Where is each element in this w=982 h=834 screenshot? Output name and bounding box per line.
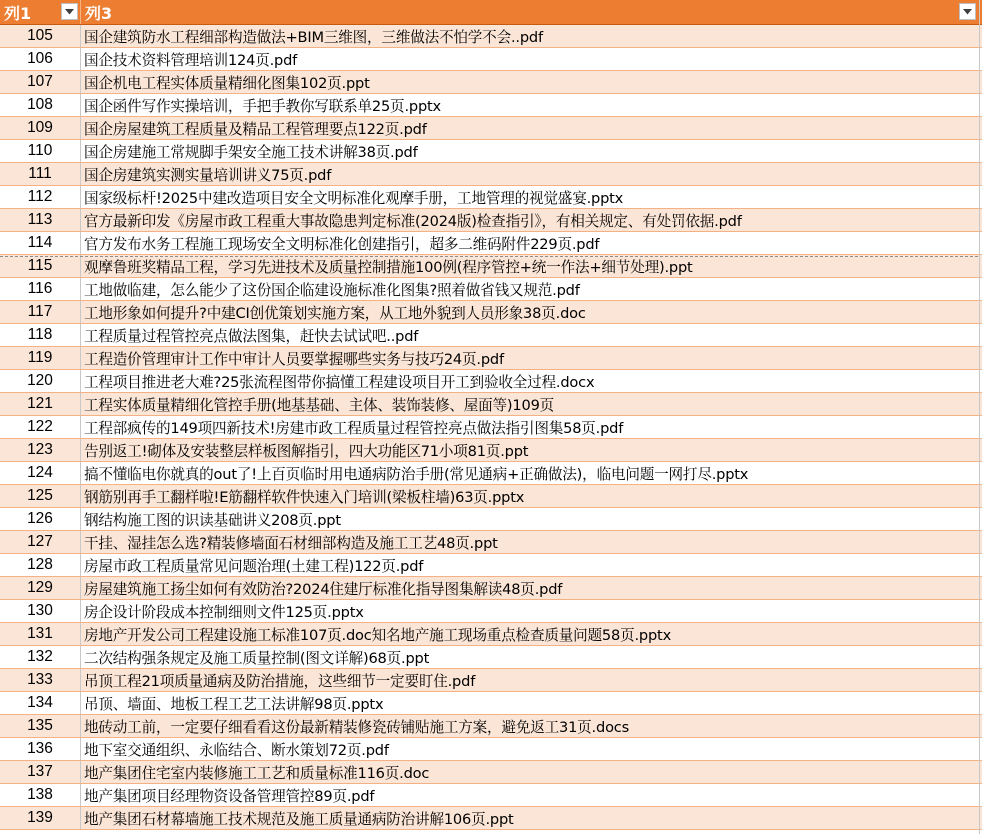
file-name-cell[interactable]: 国企房建施工常规脚手架安全施工技术讲解38页.pdf <box>84 143 418 161</box>
row-number-cell[interactable]: 126 <box>0 508 81 530</box>
file-name-cell[interactable]: 国企函件写作实操培训，手把手教你写联系单25页.pptx <box>84 97 441 115</box>
file-name-cell[interactable]: 国企技术资料管理培训124页.pdf <box>84 51 298 69</box>
row-number-cell[interactable]: 111 <box>0 163 81 185</box>
table-row[interactable] <box>0 761 982 784</box>
table-row[interactable] <box>0 140 982 163</box>
row-number-cell[interactable]: 124 <box>0 462 81 484</box>
table-row[interactable] <box>0 301 982 324</box>
table-row[interactable] <box>0 324 982 347</box>
row-number-cell[interactable]: 129 <box>0 577 81 599</box>
row-number-cell[interactable]: 112 <box>0 186 81 208</box>
file-name-cell[interactable]: 国企房屋建筑工程质量及精品工程管理要点122页.pdf <box>84 120 427 138</box>
table-row[interactable] <box>0 600 982 623</box>
table-row[interactable] <box>0 669 982 692</box>
row-number-cell[interactable]: 115 <box>0 255 81 277</box>
page-break-line <box>0 256 978 257</box>
table-row[interactable] <box>0 71 982 94</box>
table-row[interactable] <box>0 163 982 186</box>
file-name-cell[interactable]: 地下室交通组织、永临结合、断水策划72页.pdf <box>84 741 389 759</box>
row-number-cell[interactable]: 134 <box>0 692 81 714</box>
file-name-cell[interactable]: 吊顶、墙面、地板工程工艺工法讲解98页.pptx <box>84 695 384 713</box>
table-row[interactable] <box>0 48 982 71</box>
row-number-cell[interactable]: 109 <box>0 117 81 139</box>
row-number-cell[interactable]: 116 <box>0 278 81 300</box>
table-row[interactable] <box>0 531 982 554</box>
table-row[interactable] <box>0 485 982 508</box>
column-header-col1[interactable] <box>0 0 81 24</box>
table-row[interactable] <box>0 117 982 140</box>
row-number-cell[interactable]: 139 <box>0 807 81 829</box>
row-number-cell[interactable]: 107 <box>0 71 81 93</box>
file-name-cell[interactable]: 国企机电工程实体质量精细化图集102页.ppt <box>84 74 370 92</box>
row-number-cell[interactable]: 117 <box>0 301 81 323</box>
file-name-cell[interactable]: 地产集团住宅室内装修施工工艺和质量标准116页.doc <box>84 764 430 782</box>
file-name-cell[interactable]: 工地做临建，怎么能少了这份国企临建设施标准化图集?照着做省钱又规范.pdf <box>84 281 580 299</box>
row-number-cell[interactable]: 110 <box>0 140 81 162</box>
file-name-cell[interactable]: 地产集团项目经理物资设备管理管控89页.pdf <box>84 787 375 805</box>
column-header-col1-label: 列1 <box>4 3 32 23</box>
column-header-col3[interactable] <box>81 0 978 24</box>
table-row[interactable] <box>0 508 982 531</box>
table-row[interactable] <box>0 25 982 48</box>
file-name-cell[interactable]: 官方最新印发《房屋市政工程重大事故隐患判定标准(2024版)检查指引》，有相关规定、有处罚依据.pdf <box>84 212 742 230</box>
file-name-cell[interactable]: 工地形象如何提升?中建CI创优策划实施方案，从工地外貌到人员形象38页.doc <box>84 304 586 322</box>
row-number-cell[interactable]: 114 <box>0 232 81 254</box>
row-number-cell[interactable]: 132 <box>0 646 81 668</box>
file-name-cell[interactable]: 国企房建筑实测实量培训讲义75页.pdf <box>84 166 332 184</box>
table-row[interactable] <box>0 186 982 209</box>
file-name-cell[interactable]: 工程质量过程管控亮点做法图集，赶快去试试吧..pdf <box>84 327 419 345</box>
file-name-cell[interactable]: 国家级标杆!2025中建改造项目安全文明标准化观摩手册，工地管理的视觉盛宴.pptx <box>84 189 624 207</box>
file-name-cell[interactable]: 房地产开发公司工程建设施工标准107页.doc知名地产施工现场重点检查质量问题58页.pptx <box>84 626 672 644</box>
table-row[interactable] <box>0 715 982 738</box>
file-name-cell[interactable]: 二次结构强条规定及施工质量控制(图文详解)68页.ppt <box>84 649 430 667</box>
table-header-row <box>0 0 982 25</box>
file-name-cell[interactable]: 房屋建筑施工扬尘如何有效防治?2024住建厅标准化指导图集解读48页.pdf <box>84 580 563 598</box>
file-name-cell[interactable]: 工程实体质量精细化管控手册(地基基础、主体、装饰装修、屋面等)109页 <box>84 396 555 414</box>
table-row[interactable] <box>0 623 982 646</box>
row-number-cell[interactable]: 128 <box>0 554 81 576</box>
row-number-cell[interactable]: 119 <box>0 347 81 369</box>
file-name-cell[interactable]: 观摩鲁班奖精品工程，学习先进技术及质量控制措施100例(程序管控+统一作法+细节处理).ppt <box>84 258 693 276</box>
row-number-cell[interactable]: 123 <box>0 439 81 461</box>
dropdown-arrow-icon <box>963 9 972 15</box>
row-number-cell[interactable]: 106 <box>0 48 81 70</box>
table-row[interactable] <box>0 462 982 485</box>
file-name-cell[interactable]: 干挂、湿挂怎么选?精装修墙面石材细部构造及施工工艺48页.ppt <box>84 534 498 552</box>
table-row[interactable] <box>0 784 982 807</box>
row-number-cell[interactable]: 131 <box>0 623 81 645</box>
column-header-col3-label: 列3 <box>85 3 113 23</box>
file-name-cell[interactable]: 搞不懂临电你就真的out了!上百页临时用电通病防治手册(常见通病+正确做法)，临电问题一网打尽.pptx <box>84 465 749 483</box>
file-name-cell[interactable]: 钢结构施工图的识读基础讲义208页.ppt <box>84 511 341 529</box>
row-number-cell[interactable]: 135 <box>0 715 81 737</box>
table-row[interactable] <box>0 439 982 462</box>
filter-dropdown-button-col1[interactable] <box>61 3 78 20</box>
table-row[interactable] <box>0 393 982 416</box>
file-name-cell[interactable]: 地产集团石材幕墙施工技术规范及施工质量通病防治讲解106页.ppt <box>84 810 514 828</box>
file-name-cell[interactable]: 官方发布水务工程施工现场安全文明标准化创建指引，超多二维码附件229页.pdf <box>84 235 600 253</box>
row-number-cell[interactable]: 108 <box>0 94 81 116</box>
table-row[interactable] <box>0 807 982 830</box>
table-row[interactable] <box>0 255 982 278</box>
row-number-cell[interactable]: 120 <box>0 370 81 392</box>
file-name-cell[interactable]: 房企设计阶段成本控制细则文件125页.pptx <box>84 603 364 621</box>
table-row[interactable] <box>0 416 982 439</box>
dropdown-arrow-icon <box>65 9 74 15</box>
row-number-cell[interactable]: 127 <box>0 531 81 553</box>
file-name-cell[interactable]: 工程造价管理审计工作中审计人员要掌握哪些实务与技巧24页.pdf <box>84 350 504 368</box>
row-number-cell[interactable]: 130 <box>0 600 81 622</box>
row-number-cell[interactable]: 133 <box>0 669 81 691</box>
table-row[interactable] <box>0 646 982 669</box>
table-row[interactable] <box>0 738 982 761</box>
file-name-cell[interactable]: 钢筋别再手工翻样啦!E筋翻样软件快速入门培训(梁板柱墙)63页.pptx <box>84 488 525 506</box>
filter-dropdown-button-col3[interactable] <box>959 3 976 20</box>
file-name-cell[interactable]: 房屋市政工程质量常见问题治理(土建工程)122页.pdf <box>84 557 424 575</box>
row-number-cell[interactable]: 138 <box>0 784 81 806</box>
file-name-cell[interactable]: 国企建筑防水工程细部构造做法+BIM三维图，三维做法不怕学不会..pdf <box>84 28 543 46</box>
file-name-cell[interactable]: 工程部疯传的149项四新技术!房建市政工程质量过程管控亮点做法指引图集58页.pdf <box>84 419 624 437</box>
table-row[interactable] <box>0 209 982 232</box>
table-row[interactable] <box>0 347 982 370</box>
row-number-cell[interactable]: 125 <box>0 485 81 507</box>
row-number-cell[interactable]: 136 <box>0 738 81 760</box>
table-row[interactable] <box>0 370 982 393</box>
column-border <box>979 0 980 834</box>
table-row[interactable] <box>0 554 982 577</box>
file-name-cell[interactable]: 吊顶工程21项质量通病及防治措施，这些细节一定要盯住.pdf <box>84 672 476 690</box>
row-number-cell[interactable]: 113 <box>0 209 81 231</box>
table-row[interactable] <box>0 692 982 715</box>
row-number-cell[interactable]: 118 <box>0 324 81 346</box>
file-name-cell[interactable]: 告别返工!砌体及安装整层样板图解指引，四大功能区71小项81页.ppt <box>84 442 529 460</box>
table-row[interactable] <box>0 278 982 301</box>
file-name-cell[interactable]: 地砖动工前，一定要仔细看看这份最新精装修瓷砖铺贴施工方案，避免返工31页.docs <box>84 718 630 736</box>
row-number-cell[interactable]: 121 <box>0 393 81 415</box>
table-body <box>0 25 982 830</box>
row-number-cell[interactable]: 137 <box>0 761 81 783</box>
row-number-cell[interactable]: 122 <box>0 416 81 438</box>
table-row[interactable] <box>0 577 982 600</box>
row-number-cell[interactable]: 105 <box>0 25 81 47</box>
table-row[interactable] <box>0 94 982 117</box>
file-name-cell[interactable]: 工程项目推进老大难?25张流程图带你搞懂工程建设项目开工到验收全过程.docx <box>84 373 595 391</box>
table-row[interactable] <box>0 232 982 255</box>
